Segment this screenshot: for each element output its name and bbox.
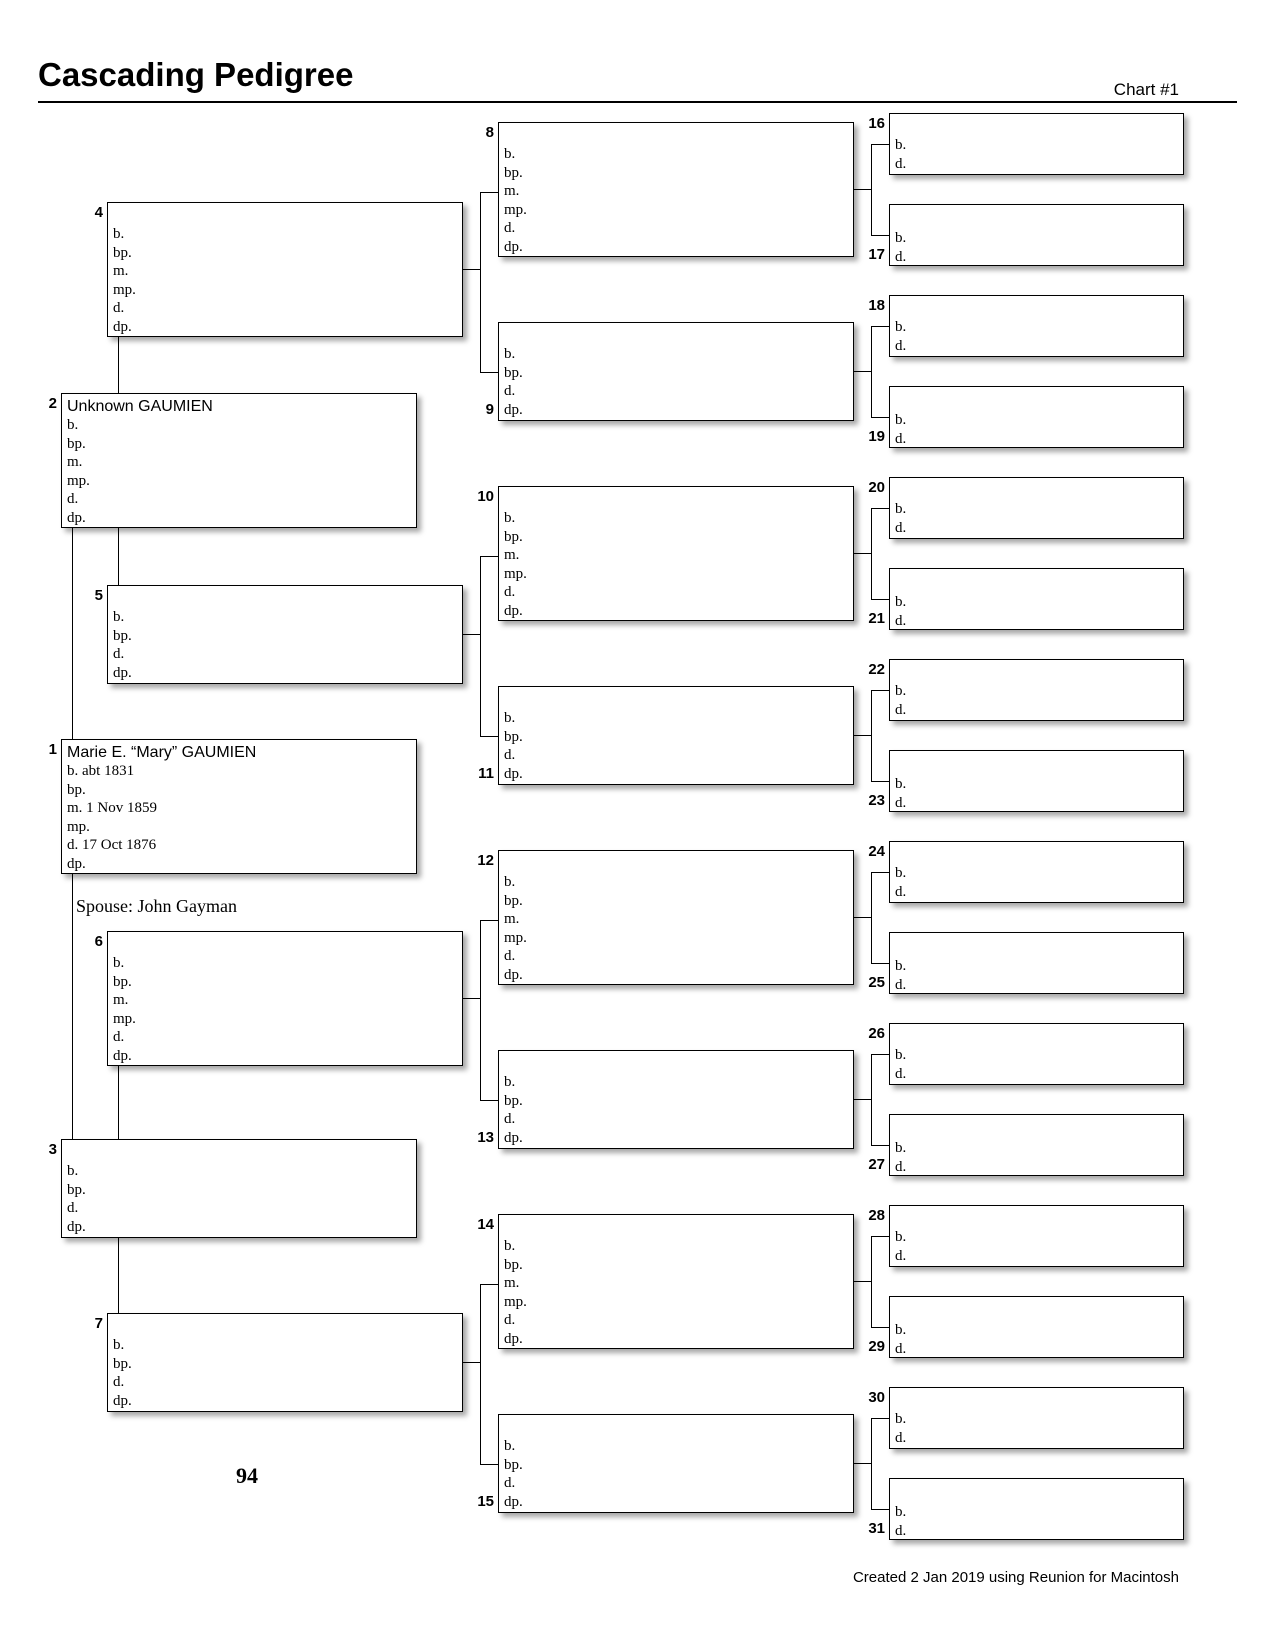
- vital-line: d.: [895, 1247, 907, 1264]
- vital-line: b.: [895, 319, 907, 335]
- vital-line: b.: [504, 1074, 516, 1090]
- person-box-17: [889, 204, 1184, 266]
- person-name: [504, 326, 853, 345]
- person-name: [504, 126, 853, 145]
- vital-line: b.: [113, 609, 125, 625]
- person-box-14: [498, 1214, 854, 1349]
- connector-line: [871, 235, 889, 236]
- vital-line: d.: [895, 883, 907, 900]
- connector-line: [871, 508, 889, 509]
- person-box-29: [889, 1296, 1184, 1358]
- vital-line: dp.: [113, 1392, 132, 1409]
- vital-line: b.: [895, 594, 907, 610]
- person-number: 29: [868, 1338, 885, 1355]
- vital-line: dp.: [113, 1047, 132, 1064]
- page-number: 94: [236, 1463, 258, 1488]
- connector-line: [871, 1236, 889, 1237]
- connector-line: [463, 634, 480, 635]
- person-box-5: [107, 585, 463, 684]
- connector-line: [871, 872, 889, 873]
- vital-line: d.: [113, 1029, 125, 1046]
- vital-line: dp.: [504, 1493, 523, 1510]
- person-box-11: [498, 686, 854, 785]
- connector-line: [480, 556, 498, 557]
- vital-line: bp.: [504, 1092, 523, 1109]
- vital-line: b.: [895, 412, 907, 428]
- title-rule: [38, 101, 1237, 103]
- vital-line: bp.: [504, 164, 523, 181]
- vital-line: d.: [895, 337, 907, 354]
- person-number: 31: [868, 1520, 885, 1537]
- vital-line: mp.: [504, 929, 527, 946]
- person-name: [113, 589, 462, 608]
- vital-line: b.: [504, 146, 516, 162]
- vital-line: m.: [504, 911, 520, 928]
- vital-line: bp.: [504, 1456, 523, 1473]
- person-number: 25: [868, 974, 885, 991]
- vital-line: dp.: [504, 966, 523, 983]
- person-box-3: [61, 1139, 417, 1238]
- connector-line: [480, 1284, 481, 1464]
- connector-line: [871, 599, 889, 600]
- vital-line: mp.: [504, 565, 527, 582]
- vital-line: d.: [504, 1475, 516, 1492]
- vital-line: d.: [895, 1340, 907, 1357]
- vital-line: m.: [113, 992, 129, 1009]
- connector-line: [118, 1238, 119, 1313]
- person-box-20: [889, 477, 1184, 539]
- person-name: [504, 854, 853, 873]
- connector-line: [871, 508, 872, 599]
- person-number: 19: [868, 428, 885, 445]
- person-number: 27: [868, 1156, 885, 1173]
- vital-line: dp.: [504, 602, 523, 619]
- person-name: [113, 206, 462, 225]
- person-name: Unknown GAUMIEN: [67, 398, 213, 415]
- vital-line: d.: [113, 300, 125, 317]
- chart-title: Cascading Pedigree: [38, 56, 354, 93]
- person-name: [504, 1418, 853, 1437]
- person-name: [113, 1317, 462, 1336]
- connector-line: [854, 1463, 871, 1464]
- vital-line: d.: [504, 1111, 516, 1128]
- vital-line: dp.: [113, 318, 132, 335]
- vital-line: mp.: [113, 281, 136, 298]
- person-box-16: [889, 113, 1184, 175]
- vital-line: b.: [895, 865, 907, 881]
- vital-line: b.: [895, 501, 907, 517]
- vital-line: dp.: [67, 1218, 86, 1235]
- person-box-4: [107, 202, 463, 337]
- connector-line: [480, 192, 481, 372]
- connector-line: [463, 269, 480, 270]
- person-number: 9: [485, 401, 494, 418]
- connector-line: [480, 372, 498, 373]
- vital-line: b.: [895, 1504, 907, 1520]
- vital-line: d.: [895, 1065, 907, 1082]
- vital-line: d.: [895, 1158, 907, 1175]
- connector-line: [871, 963, 889, 964]
- connector-line: [480, 736, 498, 737]
- person-box-1: [61, 739, 417, 874]
- vital-line: bp.: [67, 435, 86, 452]
- person-box-7: [107, 1313, 463, 1412]
- person-name: [504, 1054, 853, 1073]
- connector-line: [871, 1145, 889, 1146]
- person-box-8: [498, 122, 854, 257]
- person-name: [67, 1143, 416, 1162]
- vital-line: bp.: [504, 1256, 523, 1273]
- vital-line: d.: [504, 383, 516, 400]
- vital-line: d.: [895, 612, 907, 629]
- vital-line: bp.: [113, 627, 132, 644]
- person-number: 8: [485, 124, 494, 141]
- vital-line: b.: [895, 1322, 907, 1338]
- person-number: 18: [868, 297, 885, 314]
- vital-line: d.: [895, 155, 907, 172]
- vital-line: dp.: [67, 509, 86, 526]
- vital-line: d.: [895, 248, 907, 265]
- connector-line: [463, 998, 480, 999]
- vital-line: d.: [895, 1522, 907, 1539]
- person-box-27: [889, 1114, 1184, 1176]
- connector-line: [854, 189, 871, 190]
- vital-line: b.: [895, 1140, 907, 1156]
- person-box-28: [889, 1205, 1184, 1267]
- vital-line: d.: [895, 430, 907, 447]
- connector-line: [480, 1464, 498, 1465]
- vital-line: d.: [504, 220, 516, 237]
- vital-line: b.: [895, 1411, 907, 1427]
- vital-line: bp.: [113, 1355, 132, 1372]
- vital-line: b.: [504, 710, 516, 726]
- person-name: Marie E. “Mary” GAUMIEN: [67, 744, 257, 761]
- vital-line: b.: [895, 230, 907, 246]
- person-box-9: [498, 322, 854, 421]
- connector-line: [480, 556, 481, 736]
- vital-line: bp.: [113, 244, 132, 261]
- person-number: 2: [48, 395, 57, 412]
- vital-line: d.: [113, 1374, 125, 1391]
- vital-line: d.: [67, 1200, 79, 1217]
- connector-line: [480, 920, 498, 921]
- connector-line: [871, 1418, 889, 1419]
- person-number: 11: [478, 765, 494, 782]
- spouse-note: Spouse: John Gayman: [76, 896, 237, 916]
- person-number: 20: [868, 479, 885, 496]
- vital-line: d.: [504, 948, 516, 965]
- connector-line: [854, 917, 871, 918]
- person-number: 16: [868, 115, 885, 132]
- vital-line: dp.: [504, 1330, 523, 1347]
- vital-line: bp.: [504, 728, 523, 745]
- vital-line: dp.: [504, 1129, 523, 1146]
- connector-line: [871, 872, 872, 963]
- connector-line: [871, 326, 889, 327]
- connector-line: [480, 192, 498, 193]
- person-number: 13: [477, 1129, 494, 1146]
- connector-line: [871, 417, 889, 418]
- person-box-19: [889, 386, 1184, 448]
- vital-line: b. abt 1831: [67, 763, 135, 779]
- connector-line: [871, 1509, 889, 1510]
- person-box-2: [61, 393, 417, 528]
- vital-line: mp.: [504, 1293, 527, 1310]
- person-number: 14: [477, 1216, 494, 1233]
- vital-line: d. 17 Oct 1876: [67, 837, 157, 854]
- vital-line: m.: [504, 1275, 520, 1292]
- vital-line: m.: [113, 263, 129, 280]
- vital-line: mp.: [67, 472, 90, 489]
- vital-line: m.: [67, 454, 83, 471]
- person-box-26: [889, 1023, 1184, 1085]
- connector-line: [854, 553, 871, 554]
- vital-line: b.: [113, 955, 125, 971]
- connector-line: [871, 1054, 872, 1145]
- vital-line: dp.: [67, 855, 86, 872]
- person-box-23: [889, 750, 1184, 812]
- person-number: 24: [868, 843, 885, 860]
- person-box-15: [498, 1414, 854, 1513]
- person-box-13: [498, 1050, 854, 1149]
- vital-line: bp.: [504, 364, 523, 381]
- vital-line: bp.: [113, 973, 132, 990]
- connector-line: [871, 690, 889, 691]
- vital-line: b.: [504, 510, 516, 526]
- connector-line: [480, 1100, 498, 1101]
- vital-line: b.: [113, 1337, 125, 1353]
- vital-line: d.: [895, 794, 907, 811]
- person-name: [504, 690, 853, 709]
- vital-line: b.: [67, 1163, 79, 1179]
- vital-line: mp.: [504, 201, 527, 218]
- connector-line: [871, 1327, 889, 1328]
- connector-line: [871, 1236, 872, 1327]
- connector-line: [871, 1054, 889, 1055]
- chart-number: Chart #1: [1113, 80, 1179, 99]
- person-number: 6: [94, 933, 103, 950]
- connector-line: [854, 1099, 871, 1100]
- vital-line: d.: [504, 584, 516, 601]
- vital-line: dp.: [504, 238, 523, 255]
- vital-line: b.: [895, 1229, 907, 1245]
- connector-line: [118, 528, 119, 585]
- person-box-18: [889, 295, 1184, 357]
- connector-line: [871, 781, 889, 782]
- person-number: 12: [477, 852, 494, 869]
- person-number: 5: [94, 587, 103, 604]
- person-number: 28: [868, 1207, 885, 1224]
- person-box-10: [498, 486, 854, 621]
- vital-line: bp.: [67, 1181, 86, 1198]
- vital-line: d.: [895, 701, 907, 718]
- connector-line: [854, 371, 871, 372]
- person-number: 4: [94, 204, 103, 221]
- vital-line: b.: [895, 1047, 907, 1063]
- connector-line: [871, 1418, 872, 1509]
- person-number: 17: [868, 246, 885, 263]
- connector-line: [72, 528, 73, 739]
- vital-line: b.: [895, 137, 907, 153]
- person-name: [504, 1218, 853, 1237]
- connector-line: [463, 1362, 480, 1363]
- vital-line: mp.: [67, 818, 90, 835]
- vital-line: mp.: [113, 1010, 136, 1027]
- vital-line: b.: [895, 683, 907, 699]
- person-box-21: [889, 568, 1184, 630]
- connector-line: [480, 1284, 498, 1285]
- connector-line: [72, 874, 73, 1139]
- person-box-6: [107, 931, 463, 1066]
- vital-line: dp.: [504, 401, 523, 418]
- connector-line: [871, 144, 889, 145]
- person-box-24: [889, 841, 1184, 903]
- person-number: 7: [94, 1315, 103, 1332]
- vital-line: d.: [113, 646, 125, 663]
- connector-line: [118, 1066, 119, 1139]
- person-box-12: [498, 850, 854, 985]
- person-name: [504, 490, 853, 509]
- vital-line: b.: [895, 958, 907, 974]
- person-number: 21: [868, 610, 885, 627]
- person-box-22: [889, 659, 1184, 721]
- vital-line: b.: [67, 417, 79, 433]
- connector-line: [854, 735, 871, 736]
- person-box-30: [889, 1387, 1184, 1449]
- person-box-31: [889, 1478, 1184, 1540]
- footer-credit: Created 2 Jan 2019 using Reunion for Macintosh: [852, 1569, 1179, 1586]
- vital-line: d.: [895, 519, 907, 536]
- vital-line: b.: [504, 874, 516, 890]
- person-name: [113, 935, 462, 954]
- vital-line: b.: [895, 776, 907, 792]
- vital-line: m. 1 Nov 1859: [67, 800, 157, 817]
- connector-line: [871, 144, 872, 235]
- connector-line: [871, 690, 872, 781]
- vital-line: bp.: [67, 781, 86, 798]
- person-number: 15: [477, 1493, 494, 1510]
- vital-line: m.: [504, 183, 520, 200]
- vital-line: b.: [504, 1438, 516, 1454]
- vital-line: b.: [504, 346, 516, 362]
- vital-line: bp.: [504, 528, 523, 545]
- vital-line: d.: [895, 976, 907, 993]
- connector-line: [854, 1281, 871, 1282]
- person-number: 26: [868, 1025, 885, 1042]
- person-box-25: [889, 932, 1184, 994]
- person-number: 10: [477, 488, 494, 505]
- person-number: 3: [48, 1141, 57, 1158]
- person-number: 23: [868, 792, 885, 809]
- vital-line: m.: [504, 547, 520, 564]
- vital-line: d.: [504, 1312, 516, 1329]
- vital-line: bp.: [504, 892, 523, 909]
- person-number: 1: [48, 741, 57, 758]
- vital-line: b.: [504, 1238, 516, 1254]
- vital-line: dp.: [504, 765, 523, 782]
- vital-line: d.: [67, 491, 79, 508]
- connector-line: [118, 337, 119, 393]
- person-number: 30: [868, 1389, 885, 1406]
- person-number: 22: [868, 661, 885, 678]
- vital-line: dp.: [113, 664, 132, 681]
- connector-line: [871, 326, 872, 417]
- vital-line: d.: [504, 747, 516, 764]
- vital-line: d.: [895, 1429, 907, 1446]
- connector-line: [480, 920, 481, 1100]
- vital-line: b.: [113, 226, 125, 242]
